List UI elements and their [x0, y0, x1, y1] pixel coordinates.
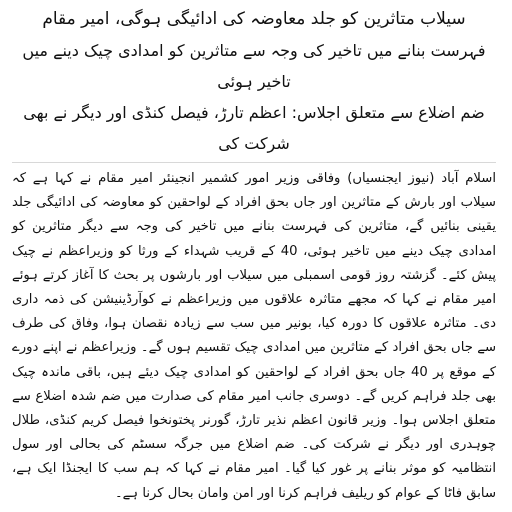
article-body: اسلام آباد (نیوز ایجنسیاں) وفاقی وزیر امور کشمیر انجینئر امیر مقام نے کہا ہے کہ سیلاب اور بارش کے متاثرین اور جاں بحق افراد کے لواحقین کو معاوضہ کی ادائیگی جلد یقینی بنائیں گے، متاثرین کی فہرست بنانے میں تاخیر کی وجہ سے دیگر متاثرین کو امدادی چیک دینے میں تاخیر ہوئی، 40 کے قریب شہداء کے ورثا کو وزیراعظم نے چیک پیش کئے۔ گزشتہ روز قومی اسمبلی میں سیلاب اور بارشوں پر بحث کا آغاز کرتے ہوئے امیر مقام نے کہا کہ مجھے متاثرہ علاقوں میں وزیراعظم نے کوآرڈینیشن کی ذمہ داری دی۔ متاثرہ علاقوں کا دورہ کیا، بونیر میں سب سے زیادہ نقصان ہوا، وفاق کی طرف سے جاں بحق افراد کے متاثرین میں امدادی چیک تقسیم ہوں گے۔ وزیراعظم نے اپنے دورے کے موقع پر 40 جاں بحق افراد کے لواحقین کو امدادی چیک دیئے ہیں، باقی ماندہ چیک بھی جلد فراہم کریں گے۔ دوسری جانب امیر مقام کی صدارت میں ضم شدہ اضلاع سے متعلق اجلاس ہوا۔ وزیر قانون اعظم نذیر تارڑ، گورنر پختونخوا فیصل کریم کنڈی، طلال چوہدری اور دیگر نے شرکت کی۔ ضم اضلاع میں جرگہ سسٹم کی بحالی اور سول انتظامیہ کو موثر بنانے پر غور کیا گیا۔ امیر مقام نے کہا کہ ہم سب کا ایجنڈا ایک ہے، سابق فاٹا کے عوام کو ریلیف فراہم کرنا اور امن وامان بحال کرنا ہے۔: [12, 171, 496, 501]
sub-headline-2: ضم اضلاع سے متعلق اجلاس: اعظم تارڑ، فیصل کنڈی اور دیگر نے بھی شرکت کی: [23, 103, 485, 153]
divider: [12, 162, 496, 163]
main-headline: سیلاب متاثرین کو جلد معاوضہ کی ادائیگی ہوگی، امیر مقام: [42, 9, 466, 29]
sub-headline-1: فہرست بنانے میں تاخیر کی وجہ سے متاثرین کو امدادی چیک دینے میں تاخیر ہوئی: [22, 41, 486, 91]
